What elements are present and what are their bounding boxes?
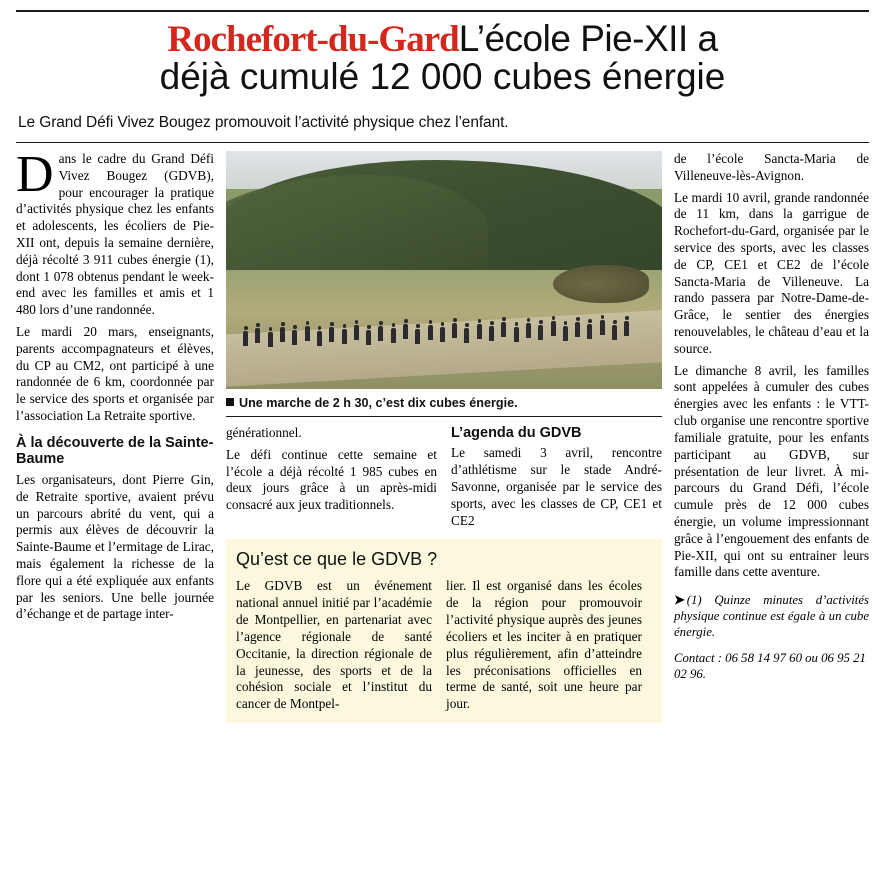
photo-hill-secondary [226,175,488,284]
headline-line-2: déjà cumulé 12 000 cubes énergie [159,56,726,98]
paragraph: Le samedi 3 avril, rencontre d’athlétisme sur le stade André-Savonne, organisée par le service des sports, avec les classes de CP, CE1 et CE2 [451,445,662,528]
page-title [16,18,869,60]
photo-crowd [239,296,649,348]
paragraph: générationnel. [226,424,302,440]
column-2 [226,425,437,530]
bottom-cut-text [16,859,869,875]
column-4 [662,151,869,723]
paragraph: Le mardi 20 mars, enseignants, parents accompagnateurs et élèves, du CP au CM2, ont participé à une randonnée de 6 km, coordonnée par le service des sports et organisée par l’association La Retraite sportive. [16,324,214,424]
column-1 [16,145,226,723]
sidebar-box-title: Qu’est ce que le GDVB ? [236,549,438,570]
paragraph: lier. Il est organisé dans les écoles de la région pour promouvoir l’activité physique auprès des jeunes écoliers et les inciter à en pratiquer plus régulièrement, afin d’atteindre les préconisations officielles en terme de santé, soit une heure par jour. [446,578,642,712]
column-1-text [16,145,214,425]
column-3 [451,425,662,530]
column-middle [226,151,662,723]
top-divider [16,10,869,12]
subhead-divider [16,142,869,143]
bullet-square-icon [226,398,234,406]
paragraph: Le défi continue cette semaine et l’école a déjà récolté 1 985 cubes en deux jours grâce à un après-midi consacré aux jeux traditionnels. [226,446,437,513]
middle-subcolumns [226,425,662,530]
paragraph: Le GDVB est un événement national annuel initié par l’académie de Montpellier, en partenariat avec l’agence régionale de santé Occitanie, la direction régionale de la jeunesse, des sports et de la cohésion sociale et l’institut du cancer de Montpel- [236,578,432,712]
photo-caption-text: Une marche de 2 h 30, c’est dix cubes énergie. [239,395,518,410]
paragraph: Le dimanche 8 avril, les familles sont appelées à cumuler des cubes énergies avec les enfants : le VTT-club organise une rencontre sportive familiale gratuite, pour les enfants participant au GDVB, sur présentation de leur livret. À mi-parcours du Grand Défi, l’école cumule près de 12 000 cubes énergie, un volume impressionnant grâce à l’engouement des enfants de Pie-XII, qui ont su entrainer leurs famille dans cette aventure. [674,362,869,580]
paragraph: Les organisateurs, dont Pierre Gin, de Retraite sportive, avaient prévu un parcours abrité du vent, qui a permis aux élèves de découvrir la Sainte-Baume et l’ermitage de Lirac, mais également la richesse de la flore qui a été expliquée aux enfants par les seniors. Une belle journée d’échange et de partage inter- [16,471,214,622]
arrow-icon: ➤ [674,593,685,608]
photo-block [226,151,662,417]
contact-info: Contact : 06 58 14 97 60 ou 06 95 21 02 96. [674,651,866,682]
article-subhead: Le Grand Défi Vivez Bougez promouvoit l’activité physique chez l’enfant. [18,113,509,131]
headline-rest: L’école Pie-XII a [458,18,718,59]
article-columns [16,145,869,723]
headline-place: Rochefort-du-Gard [167,19,459,60]
sidebar-box-columns [236,578,652,713]
column-4-text [674,151,869,581]
footnote-text: (1) Quinze minutes d’activités physique continue est égale à un cube énergie. [674,593,869,640]
column-3-text [451,445,662,529]
paragraph: de l’école Sancta-Maria de Villeneuve-lès-Avignon. [674,150,869,183]
sidebar-box-column-1 [236,578,432,713]
column-1-text-2 [16,472,214,623]
photo-caption [226,396,662,410]
hikers-walking-on-trail-photo [226,151,662,389]
caption-divider [226,416,662,417]
paragraph: Le mardi 10 avril, grande randonnée de 11 km, dans la garrigue de Rochefort-du-Gard, organisée par le service des sports, avec les classes de CP, CE1 et CE2 de l’école Sancta-Maria de Villeneuve. La rando passera par Notre-Dame-de-Grâce, le sentier des énergies renouvelables, le château d’eau et la source. [674,189,869,356]
sidebar-box-gdvb [226,539,662,723]
section-subtitle-agenda: L’agenda du GDVB [451,424,582,441]
column-2-text [226,425,437,514]
sidebar-box-column-2 [446,578,642,713]
intro-paragraph: Dans le cadre du Grand Défi Vivez Bougez (GDVB), pour encourager la pratique d’activités physique chez les enfants et adolescents, les écoliers de Pie-XII ont, depuis la semaine dernière, déjà récolté 3 911 cubes énergie (1), dont 1 078 obtenus pendant le week-end avec les familles et amis et 1 480 lors d’une randonnée. [16,145,214,318]
footnote [674,593,869,641]
section-subtitle-sainte-baume: À la découverte de la Sainte-Baume [16,434,214,468]
